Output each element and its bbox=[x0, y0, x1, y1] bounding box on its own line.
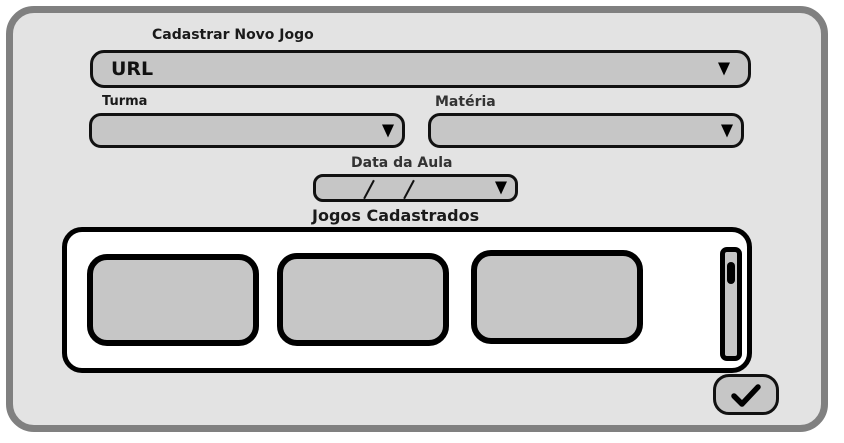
list-title: Jogos Cadastrados bbox=[312, 206, 480, 225]
turma-label: Turma bbox=[102, 94, 148, 109]
date-separator bbox=[403, 180, 415, 199]
turma-select[interactable] bbox=[89, 113, 405, 148]
chevron-down-icon bbox=[382, 124, 394, 137]
url-select-value: URL bbox=[111, 58, 154, 80]
scrollbar-thumb[interactable] bbox=[727, 262, 735, 284]
game-card[interactable] bbox=[277, 253, 449, 346]
form-title: Cadastrar Novo Jogo bbox=[152, 27, 314, 43]
games-list[interactable] bbox=[62, 227, 752, 373]
url-select[interactable] bbox=[90, 50, 751, 88]
game-card[interactable] bbox=[471, 250, 643, 344]
date-separator bbox=[363, 180, 375, 199]
checkmark-icon bbox=[731, 383, 761, 407]
data-aula-select[interactable] bbox=[313, 174, 518, 202]
list-scrollbar[interactable] bbox=[720, 247, 742, 361]
chevron-down-icon bbox=[495, 182, 507, 195]
game-card[interactable] bbox=[87, 254, 259, 346]
materia-select[interactable] bbox=[428, 113, 744, 148]
chevron-down-icon bbox=[718, 63, 730, 76]
materia-label: Matéria bbox=[435, 94, 496, 110]
data-aula-label: Data da Aula bbox=[351, 155, 453, 171]
confirm-button[interactable] bbox=[713, 374, 779, 415]
chevron-down-icon bbox=[721, 124, 733, 137]
